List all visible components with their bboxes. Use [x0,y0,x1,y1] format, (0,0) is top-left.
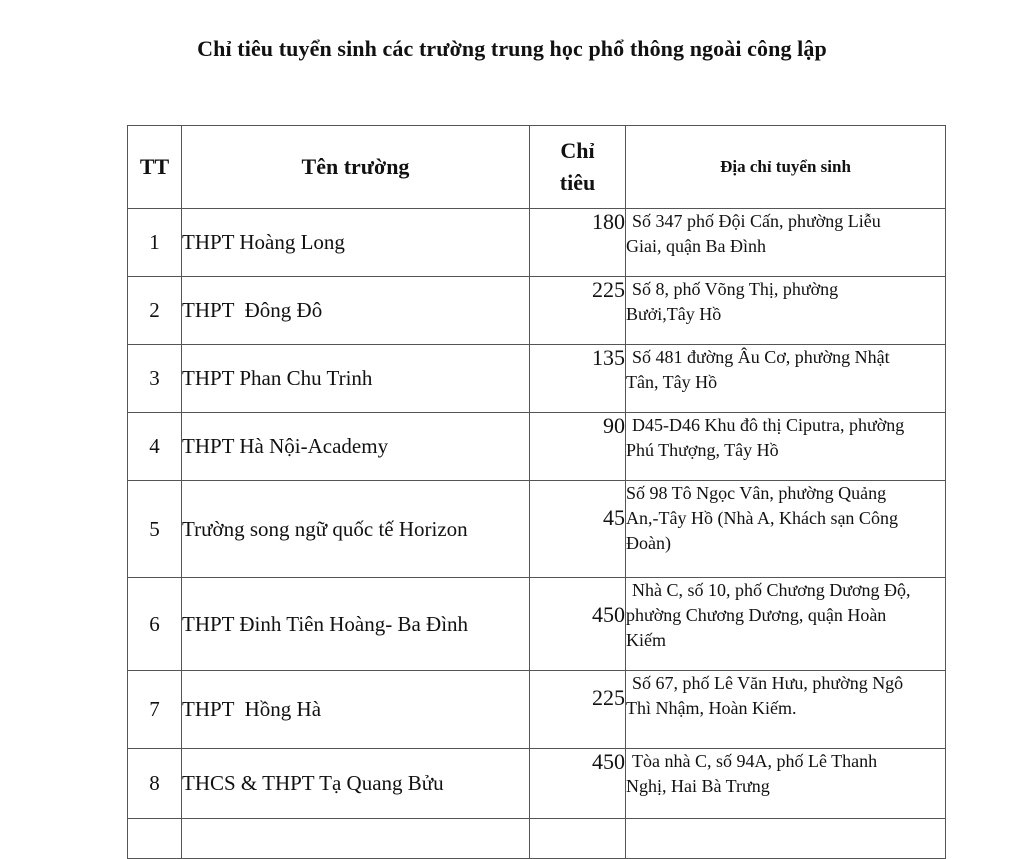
table-row [128,277,946,345]
row-tt: 4 [128,413,182,481]
address-line: Số 98 Tô Ngọc Vân, phường Quảng [626,483,887,503]
address-line: Giai, quận Ba Đình [626,236,766,256]
table-row [128,209,946,277]
row-quota: 450 [530,749,626,819]
row-address [626,481,946,578]
row-name: THPT Hồng Hà [182,671,530,749]
header-quota-line2: tiêu [559,170,596,195]
row-name: THPT Hà Nội-Academy [182,413,530,481]
row-address [626,413,946,481]
table-row [128,671,946,749]
address-line: Thì Nhậm, Hoàn Kiếm. [626,698,797,718]
row-tt: 1 [128,209,182,277]
row-tt: 8 [128,749,182,819]
address-line: Tân, Tây Hồ [626,372,718,392]
row-quota: 90 [530,413,626,481]
address-line: Số 8, phố Võng Thị, phường [632,279,839,299]
address-line: An,-Tây Hồ (Nhà A, Khách sạn Công [626,508,898,528]
row-name: Trường song ngữ quốc tế Horizon [182,481,530,578]
row-tt: 3 [128,345,182,413]
row-name: THPT Hoàng Long [182,209,530,277]
header-name: Tên trường [182,126,530,209]
row-quota: 225 [530,671,626,749]
table-row [128,481,946,578]
address-line: Số 67, phố Lê Văn Hưu, phường Ngô [632,673,904,693]
row-address [626,345,946,413]
address-line: Đoàn) [626,533,671,553]
page-title: Chỉ tiêu tuyển sinh các trường trung học phổ thông ngoài công lập [197,36,827,61]
row-quota: 135 [530,345,626,413]
address-line: Bưởi,Tây Hồ [626,304,722,324]
row-tt: 7 [128,671,182,749]
row-address [626,749,946,819]
row-quota: 180 [530,209,626,277]
row-quota [530,819,626,859]
header-address: Địa chỉ tuyển sinh [626,126,946,209]
row-name: THPT Đinh Tiên Hoàng- Ba Đình [182,578,530,671]
address-line: Nhà C, số 10, phố Chương Dương Độ, [632,580,911,600]
row-address [626,277,946,345]
table-row [128,345,946,413]
row-quota: 450 [530,578,626,671]
row-address [626,671,946,749]
header-tt: TT [128,126,182,209]
address-line: Phú Thượng, Tây Hồ [626,440,779,460]
row-address [626,209,946,277]
row-name: THCS & THPT Tạ Quang Bửu [182,749,530,819]
row-name: THPT Đông Đô [182,277,530,345]
row-tt: 5 [128,481,182,578]
table-row [128,578,946,671]
row-name [182,819,530,859]
table-row-partial [128,819,946,859]
address-line: Số 347 phố Đội Cấn, phường Liễu [632,211,881,231]
row-address [626,578,946,671]
row-tt: 6 [128,578,182,671]
row-name: THPT Phan Chu Trinh [182,345,530,413]
header-row [128,126,946,209]
address-line: Kiếm [626,630,666,650]
row-quota: 225 [530,277,626,345]
table-row [128,413,946,481]
row-quota: 45 [530,481,626,578]
address-line: phường Chương Dương, quận Hoàn [626,605,887,625]
header-quota-line1: Chỉ [560,138,595,163]
address-line: Nghị, Hai Bà Trưng [626,776,770,796]
row-tt: 2 [128,277,182,345]
row-tt [128,819,182,859]
address-line: Số 481 đường Âu Cơ, phường Nhật [632,347,890,367]
table-row [128,749,946,819]
row-address [626,819,946,859]
schools-table [127,125,946,859]
address-line: D45-D46 Khu đô thị Ciputra, phường [632,415,905,435]
header-quota [530,126,626,209]
address-line: Tòa nhà C, số 94A, phố Lê Thanh [632,751,878,771]
